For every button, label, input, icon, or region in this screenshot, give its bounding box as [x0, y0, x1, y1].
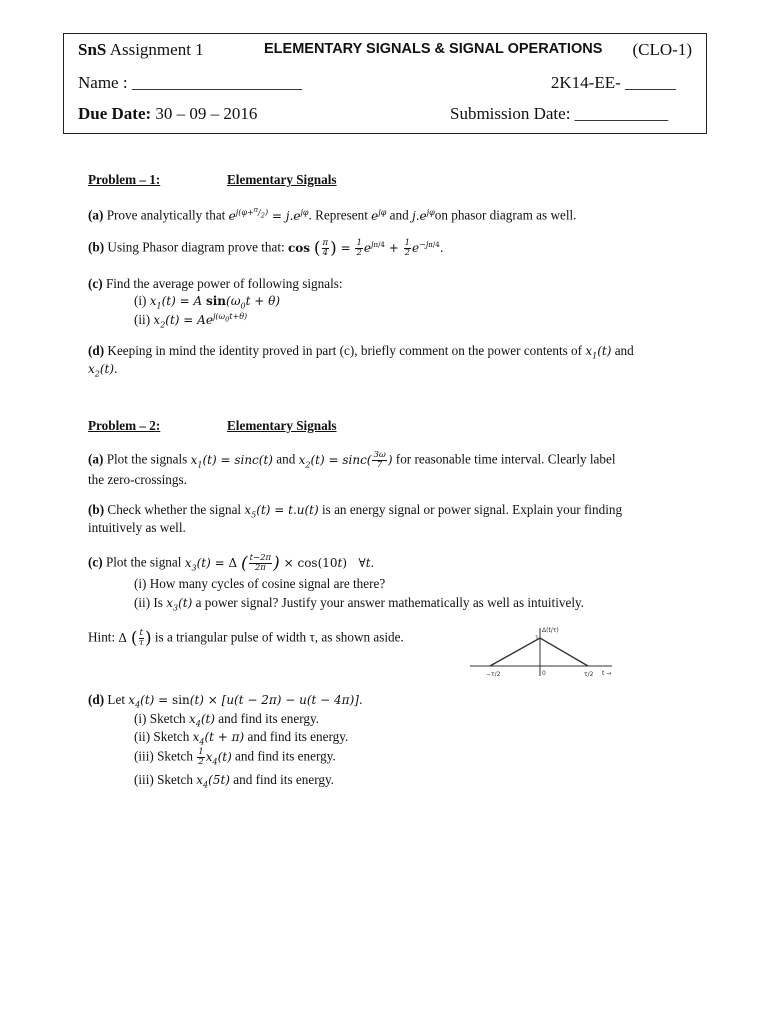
submission-date-label: Submission Date: ___________ — [450, 104, 669, 123]
name-field-label: Name : ____________________ — [78, 73, 302, 92]
part-label: (d) — [88, 343, 105, 358]
equation: $x_4(t)$ — [188, 712, 215, 729]
problem-1d-line2: $x_2(t)$. — [88, 361, 118, 379]
problem-2c — [88, 553, 374, 573]
problem-2d-iii — [134, 748, 336, 766]
reg-number-label: 2K14-EE- ______ — [550, 73, 676, 92]
equation: $x_5(t) = t.u(t)$ — [244, 503, 319, 520]
item-text: (i) Sketch — [134, 711, 186, 726]
problem-2a-line2: the zero-crossings. — [88, 472, 187, 487]
equation: $x_2(t) = \sin c$( $\frac{3\omega}{7}$ ) — [298, 450, 393, 470]
part-label: (c) — [88, 554, 103, 570]
clo-label: (CLO-1) — [632, 40, 692, 59]
equation: $x_2(t)$ — [88, 362, 115, 379]
equation: cos ( $\frac{\pi}{4}$ ) = $\frac{1}{2}$ $e^{j\pi/4}$ + $\frac{1}{2}$ $e^{-j\pi/4}$. — [287, 238, 444, 258]
part-label: (b) — [88, 239, 105, 255]
peak-label: 1 — [535, 635, 539, 642]
equation: $x_4(t) = \sin(t) \times [u(t - 2\pi) - u(t - 4\pi)]$. — [128, 693, 363, 710]
equation: Δ ( $\frac{t}{\tau}$ ) — [118, 628, 152, 648]
course-code: SnS — [78, 40, 107, 59]
problem-1c-i — [134, 293, 280, 311]
equation: $x_4(t + \pi)$ — [192, 730, 245, 747]
problem-2-section: Elementary Signals — [227, 418, 337, 433]
problem-1b-text: Using Phasor diagram prove that: — [107, 239, 285, 255]
problem-2c-ii-text: (ii) Is — [134, 595, 163, 610]
problem-2c-ii-text: a power signal? Justify your answer mathematically as well as intuitively. — [195, 595, 585, 610]
problem-2b-text: Check whether the signal — [107, 502, 242, 517]
due-date-value: 30 – 09 – 2016 — [155, 104, 258, 123]
problem-1a-text: . Represent — [308, 207, 368, 223]
problem-2c-text: Plot the signal — [105, 554, 182, 570]
left-edge-label: −τ/2 — [486, 671, 501, 678]
problem-1c — [88, 276, 343, 292]
problem-1a-text: and — [389, 207, 409, 223]
item-text: (iii) Sketch — [134, 748, 193, 764]
problem-2-title: Problem – 2: — [88, 418, 161, 433]
problem-1-section: Elementary Signals — [227, 172, 337, 187]
problem-2a-text: and — [276, 451, 296, 467]
problem-2b-line2: intuitively as well. — [88, 520, 186, 535]
problem-2a-text: Plot the signals — [106, 451, 188, 467]
item-text: and find its energy. — [235, 748, 336, 764]
problem-2d — [88, 692, 363, 710]
problem-2d-text: Let — [107, 692, 125, 707]
time-axis-label: t → — [602, 670, 612, 677]
problem-1d-text: Keeping in mind the identity proved in part (c), briefly comment on the power contents of — [107, 343, 583, 358]
problem-1a-text: Prove analytically that — [106, 207, 226, 223]
hint-label: Hint: — [88, 629, 116, 645]
triangle-pulse — [490, 638, 588, 666]
equation: $e^{j(\varphi+^\pi/_2)} = j.e^{j\varphi}$ — [228, 205, 309, 223]
problem-1b — [88, 238, 444, 258]
item-text: and find its energy. — [247, 729, 349, 744]
problem-1a-text: on phasor diagram as well. — [434, 207, 577, 223]
problem-2c-i: (i) How many cycles of cosine signal are there? — [134, 576, 386, 591]
part-label: (a) — [88, 451, 104, 467]
item-label: (ii) — [134, 312, 151, 327]
part-label: (a) — [88, 207, 104, 223]
problem-1a — [88, 205, 576, 224]
part-label: (b) — [88, 502, 105, 517]
problem-2a-text: for reasonable time interval. Clearly label — [395, 451, 616, 467]
equation: $x_3(t)$ — [166, 596, 193, 613]
item-label: (i) — [134, 293, 147, 308]
item-text: and find its energy. — [233, 772, 334, 787]
problem-1d — [88, 343, 634, 361]
equation: $x_1(t) = \sin c(t)$ — [190, 452, 273, 469]
item-text: (iii) Sketch — [134, 772, 193, 787]
problem-2d-ii — [134, 729, 348, 747]
assignment-label: Assignment 1 — [109, 40, 204, 59]
problem-2-heading — [88, 418, 337, 434]
origin-label: 0 — [542, 670, 546, 677]
triangular-pulse-figure — [466, 620, 616, 682]
problem-2b — [88, 502, 622, 520]
problem-2d-i — [134, 711, 319, 729]
part-label: (c) — [88, 276, 103, 291]
equation: $j.e^{j\varphi}$ — [412, 207, 435, 223]
problem-2d-iv — [134, 772, 334, 790]
problem-1d-text: and — [614, 343, 634, 358]
equation: $x_2(t) = Ae^{j(\omega_0t+\theta)}$ — [153, 312, 248, 330]
header-row-3 — [78, 104, 692, 124]
part-label: (d) — [88, 692, 105, 707]
problem-2a — [88, 451, 616, 469]
assignment-title: ELEMENTARY SIGNALS & SIGNAL OPERATIONS — [264, 41, 603, 57]
right-edge-label: τ/2 — [584, 671, 594, 678]
equation: $x_4(5t)$ — [196, 773, 230, 790]
problem-2b-text: is an energy signal or power signal. Explain your finding — [321, 502, 623, 517]
problem-1c-ii — [134, 312, 247, 330]
header-box — [63, 33, 707, 134]
pulse-label: Δ(t/τ) — [542, 627, 559, 634]
header-row-1 — [78, 40, 692, 60]
equation: $e^{j\varphi}$ — [371, 207, 387, 223]
equation: $x_3(t) = \Delta$ ( $\frac{t-2\pi}{2\pi}$ ) × cos(10t) ∀t. — [184, 553, 375, 573]
problem-1-title: Problem – 1: — [88, 172, 161, 187]
problem-2c-ii — [134, 595, 584, 613]
equation: $x_1(t)$ — [585, 344, 612, 361]
due-date-label: Due Date: — [78, 104, 152, 123]
equation: $\frac{1}{2}$ $x_4(t)$ — [198, 747, 232, 767]
header-row-2 — [78, 73, 692, 93]
problem-1c-text: Find the average power of following signals: — [105, 276, 343, 291]
problem-1-heading — [88, 172, 337, 188]
equation: $x_1(t) = A$ $\sin(\omega_0t + \theta)$ — [149, 294, 281, 311]
item-text: and find its energy. — [218, 711, 320, 726]
item-text: (ii) Sketch — [134, 729, 190, 744]
hint — [88, 628, 404, 648]
hint-text: is a triangular pulse of width τ, as shown aside. — [154, 629, 404, 645]
